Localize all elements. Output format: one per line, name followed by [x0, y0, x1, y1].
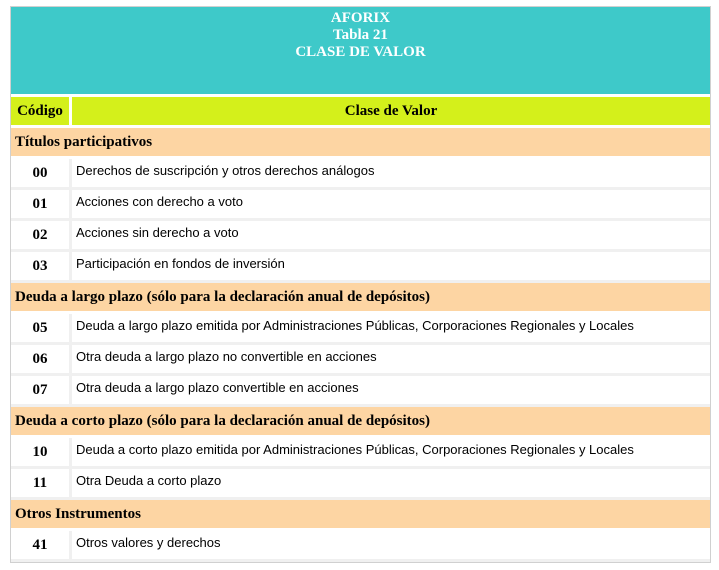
value-class-table	[10, 6, 711, 563]
row-description: Derechos de suscripción y otros derechos análogos	[76, 162, 375, 178]
section-title: Títulos participativos	[11, 128, 710, 159]
row-description: Acciones con derecho a voto	[76, 193, 243, 209]
table-header	[11, 97, 710, 128]
row-code: 11	[11, 469, 72, 497]
row-code: 41	[11, 531, 72, 559]
row-code: 05	[11, 314, 72, 342]
section-title: Otros Instrumentos	[11, 500, 710, 531]
table-row	[11, 252, 710, 283]
row-code: 06	[11, 345, 72, 373]
section-title: Deuda a corto plazo (sólo para la declaración anual de depósitos)	[11, 407, 710, 438]
row-description: Participación en fondos de inversión	[76, 255, 285, 271]
header-code: Código	[11, 97, 72, 125]
row-description: Otra deuda a largo plazo no convertible en acciones	[76, 348, 377, 364]
table-row	[11, 531, 710, 562]
table-row	[11, 469, 710, 500]
table-row	[11, 376, 710, 407]
row-description: Acciones sin derecho a voto	[76, 224, 239, 240]
table-row	[11, 438, 710, 469]
row-code: 02	[11, 221, 72, 249]
section-title: Deuda a largo plazo (sólo para la declaración anual de depósitos)	[11, 283, 710, 314]
row-code: 00	[11, 159, 72, 187]
table-title: CLASE DE VALOR	[295, 44, 426, 60]
row-description: Deuda a corto plazo emitida por Administraciones Públicas, Corporaciones Regionales y Locales	[76, 441, 634, 457]
table-row	[11, 314, 710, 345]
org-name: AFORIX	[330, 10, 391, 26]
table-row	[11, 159, 710, 190]
row-code: 03	[11, 252, 72, 280]
row-description: Otra deuda a largo plazo convertible en acciones	[76, 379, 359, 395]
table-title-block	[11, 7, 710, 97]
row-description: Otros valores y derechos	[76, 534, 221, 550]
table-row	[11, 221, 710, 252]
table-number: Tabla 21	[333, 27, 388, 43]
table-row	[11, 190, 710, 221]
row-code: 10	[11, 438, 72, 466]
row-description: Otra Deuda a corto plazo	[76, 472, 222, 488]
row-code: 07	[11, 376, 72, 404]
header-description: Clase de Valor	[72, 97, 710, 125]
table-row	[11, 345, 710, 376]
row-description: Deuda a largo plazo emitida por Administraciones Públicas, Corporaciones Regionales y Locales	[76, 317, 634, 333]
row-code: 01	[11, 190, 72, 218]
